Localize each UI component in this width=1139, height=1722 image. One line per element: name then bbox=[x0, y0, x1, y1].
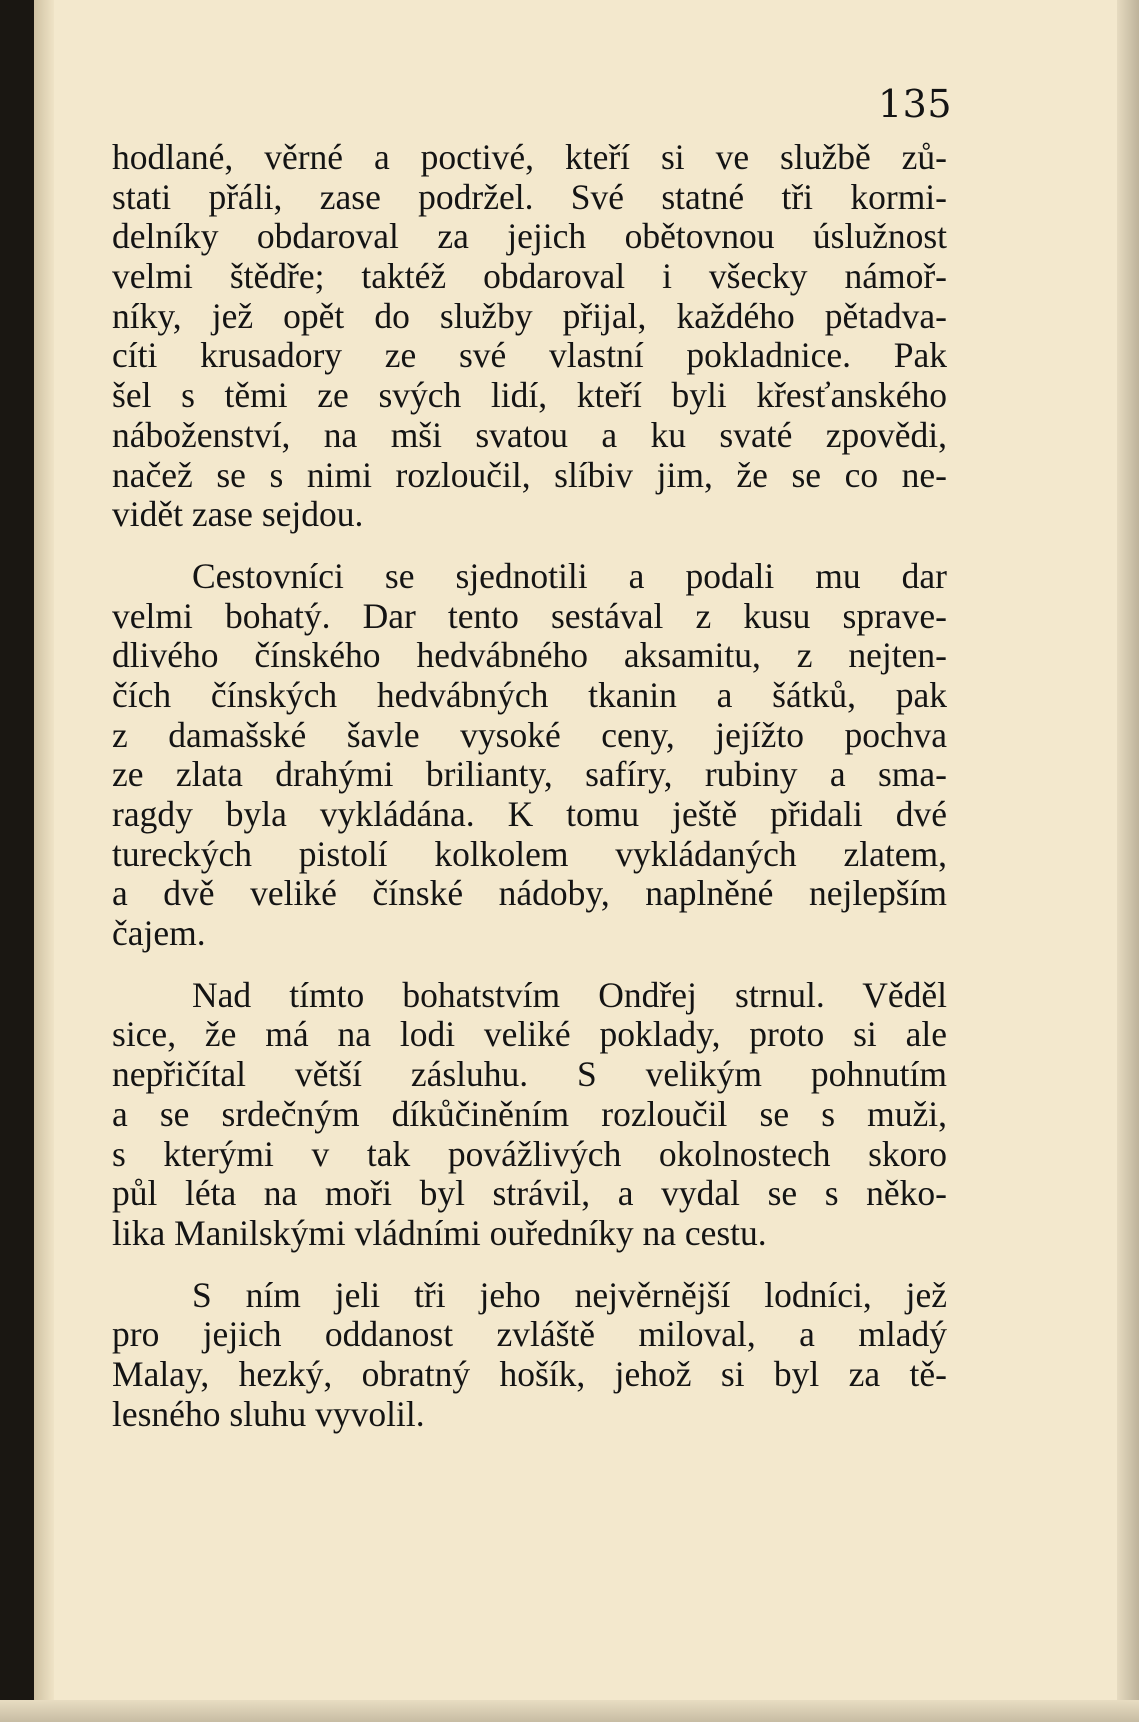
text-line: tureckých pistolí kolkolem vykládaných zlatem, bbox=[112, 833, 947, 874]
gutter-shadow bbox=[34, 0, 54, 1722]
text-line: lika Manilskými vládními ouředníky na cestu. bbox=[112, 1212, 767, 1253]
text-line: delníky obdaroval za jejich obětovnou úslužnost bbox=[112, 216, 947, 257]
text-line: a se srdečným díkůčiněním rozloučil se s muži, bbox=[112, 1093, 947, 1134]
text-line: vidět zase sejdou. bbox=[112, 494, 364, 535]
text-line: sice, že má na lodi veliké poklady, proto si ale bbox=[112, 1014, 947, 1055]
text-line: cíti krusadory ze své vlastní pokladnice. Pak bbox=[112, 335, 947, 376]
text-line: půl léta na moři byl strávil, a vydal se s něko- bbox=[112, 1173, 947, 1214]
paragraph-gap bbox=[112, 954, 947, 976]
text-line: S ním jeli tři jeho nejvěrnější lodníci, jež bbox=[192, 1274, 947, 1315]
text-line: čích čínských hedvábných tkanin a šátků, pak bbox=[112, 674, 947, 715]
text-line: pro jejich oddanost zvláště miloval, a mladý bbox=[112, 1314, 947, 1355]
text-line: načež se s nimi rozloučil, slíbiv jim, že se co ne- bbox=[112, 454, 947, 495]
text-line: hodlané, věrné a poctivé, kteří si ve službě zů- bbox=[112, 137, 947, 177]
text-line: ze zlata drahými brilianty, safíry, rubiny a sma- bbox=[112, 754, 947, 795]
text-line: velmi bohatý. Dar tento sestával z kusu sprave- bbox=[112, 595, 947, 636]
binding-edge bbox=[0, 0, 34, 1722]
text-line: čajem. bbox=[112, 913, 206, 954]
paragraph bbox=[112, 557, 947, 954]
text-line: Cestovníci se sjednotili a podali mu dar bbox=[192, 555, 947, 596]
text-line: nepřičítal větší zásluhu. S velikým pohnutím bbox=[112, 1054, 947, 1095]
text-line: Nad tímto bohatstvím Ondřej strnul. Věděl bbox=[192, 974, 947, 1015]
text-line: stati přáli, zase podržel. Své statné tři kormi- bbox=[112, 176, 947, 217]
text-line: velmi štědře; taktéž obdaroval i všecky námoř- bbox=[112, 256, 947, 297]
paragraph-gap bbox=[112, 535, 947, 557]
text-line: lesného sluhu vyvolil. bbox=[112, 1393, 425, 1434]
page-edge-bottom bbox=[0, 1700, 1139, 1722]
text-line: šel s těmi ze svých lidí, kteří byli křesťanského bbox=[112, 375, 947, 416]
text-line: z damašské šavle vysoké ceny, jejížto pochva bbox=[112, 714, 947, 755]
paragraph-gap bbox=[112, 1254, 947, 1276]
text-line: Malay, hezký, obratný hošík, jehož si byl za tě- bbox=[112, 1353, 947, 1394]
paragraph bbox=[112, 976, 947, 1254]
body-text bbox=[112, 138, 947, 1434]
paragraph bbox=[112, 1276, 947, 1435]
text-line: a dvě veliké čínské nádoby, naplněné nejlepším bbox=[112, 873, 947, 914]
text-line: níky, jež opět do služby přijal, každého pětadva- bbox=[112, 295, 947, 336]
page-edge-right bbox=[1117, 0, 1139, 1722]
text-line: dlivého čínského hedvábného aksamitu, z nejten- bbox=[112, 635, 947, 676]
text-line: s kterými v tak povážlivých okolnostech skoro bbox=[112, 1133, 947, 1174]
paragraph bbox=[112, 138, 947, 535]
page-number: 135 bbox=[877, 82, 952, 126]
text-line: náboženství, na mši svatou a ku svaté zpovědi, bbox=[112, 414, 947, 455]
text-line: ragdy byla vykládána. K tomu ještě přidali dvé bbox=[112, 794, 947, 834]
